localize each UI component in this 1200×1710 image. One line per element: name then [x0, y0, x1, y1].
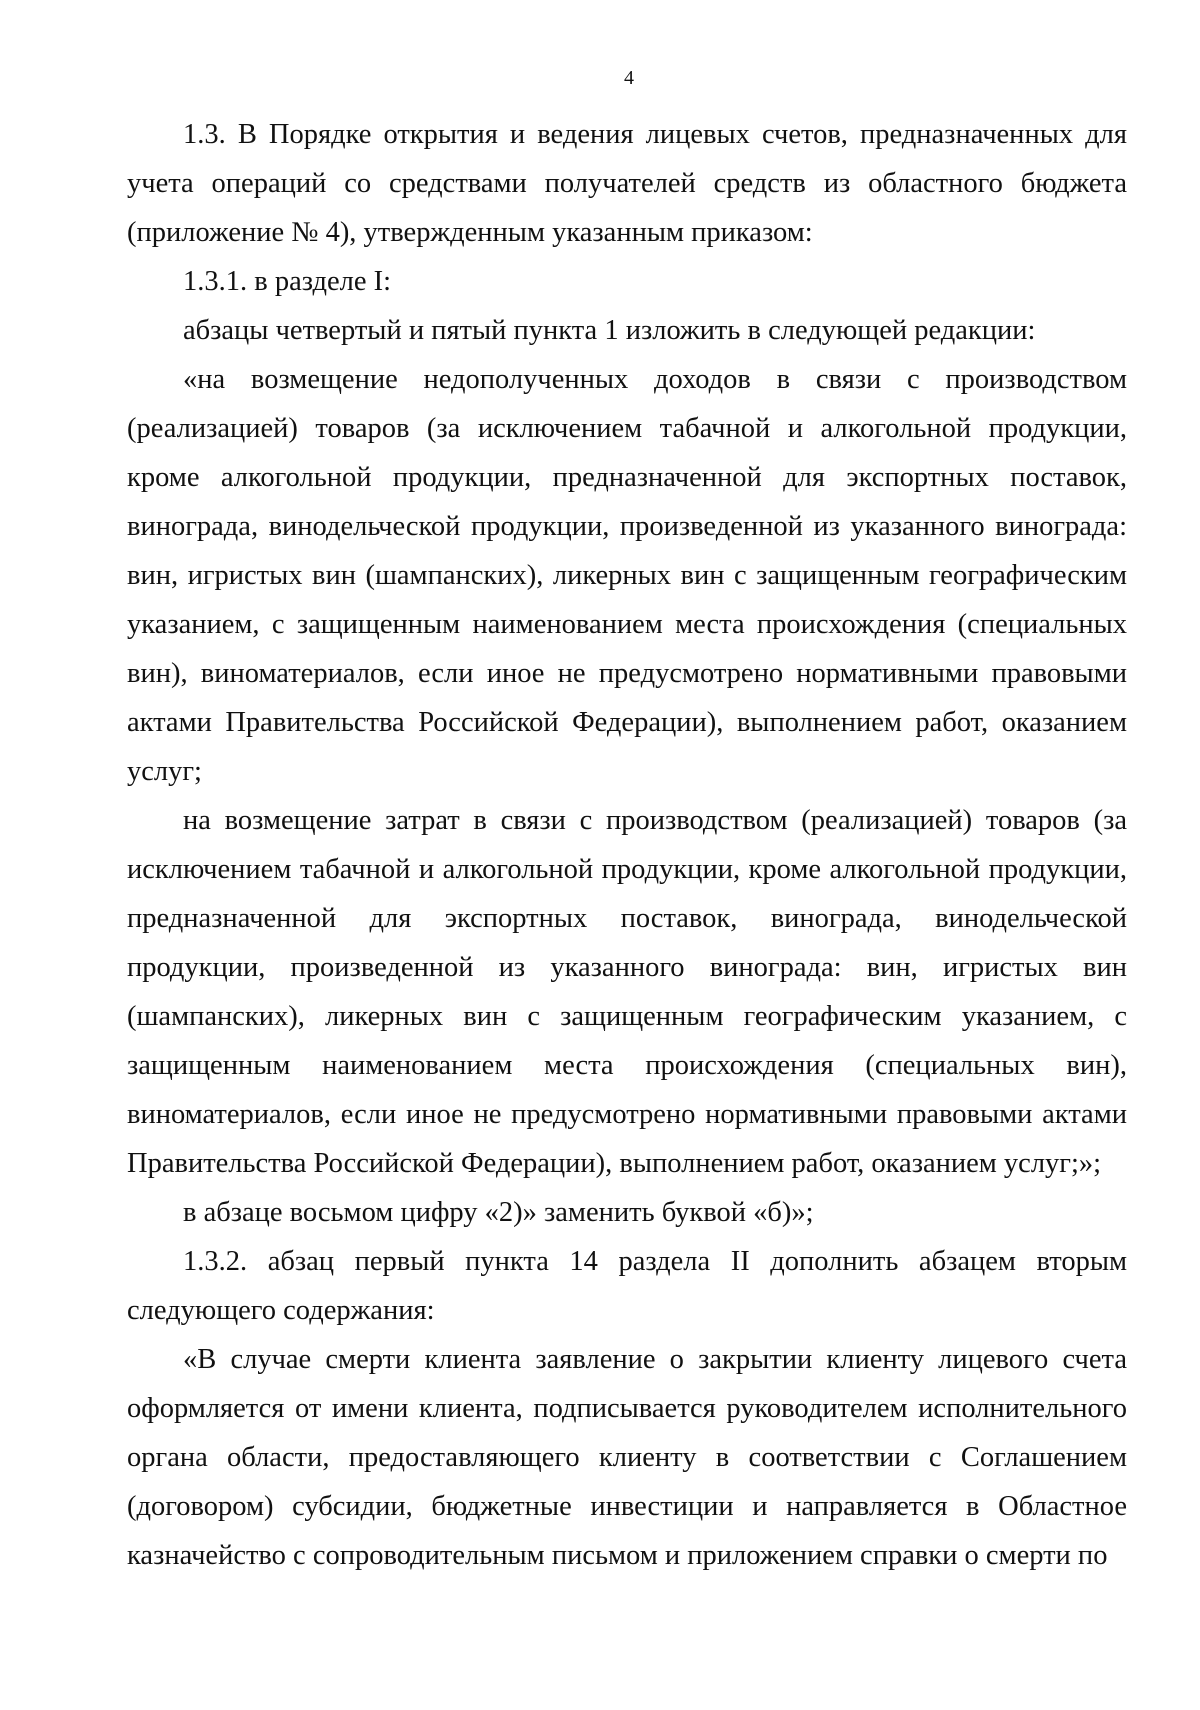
paragraph-1-3-1: 1.3.1. в разделе I:	[183, 266, 392, 297]
paragraph-quote-death: «В случае смерти клиента заявление о закрытии клиенту лицевого счета оформляется от имени клиента, подписывается руководителем исполнительного органа области, предоставляющего клиенту в соответствии с Соглашением (договором) субсидии, бюджетные инвестиции и направляется в Областное казначейство с сопроводительным письмом и приложением справки о смерти по	[127, 1344, 1127, 1571]
page-number: 4	[624, 67, 634, 89]
paragraph-quote-income: «на возмещение недополученных доходов в связи с производством (реализацией) товаров (за исключением табачной и алкогольной продукции, кроме алкогольной продукции, предназначенной для экспортных поставок, винограда, винодельческой продукции, произведенной из указанного винограда: вин, игристых вин (шампанских), ликерных вин с защищенным географическим указанием, с защищенным наименованием места происхождения (специальных вин), виноматериалов, если иное не предусмотрено нормативными правовыми актами Правительства Российской Федерации), выполнением работ, оказанием услуг;	[127, 364, 1127, 787]
paragraph-1-3: 1.3. В Порядке открытия и ведения лицевых счетов, предназначенных для учета операций со средствами получателей средств из областного бюджета (приложение № 4), утвержденным указанным приказом:	[127, 119, 1127, 248]
paragraph-amendment-intro: абзацы четвертый и пятый пункта 1 изложить в следующей редакции:	[183, 315, 1036, 346]
paragraph-eighth-abzac: в абзаце восьмом цифру «2)» заменить буквой «б)»;	[183, 1197, 814, 1228]
paragraph-1-3-2: 1.3.2. абзац первый пункта 14 раздела II дополнить абзацем вторым следующего содержания:	[127, 1246, 1127, 1326]
document-body	[127, 110, 1127, 1580]
paragraph-quote-costs: на возмещение затрат в связи с производством (реализацией) товаров (за исключением табачной и алкогольной продукции, кроме алкогольной продукции, предназначенной для экспортных поставок, винограда, винодельческой продукции, произведенной из указанного винограда: вин, игристых вин (шампанских), ликерных вин с защищенным географическим указанием, с защищенным наименованием места происхождения (специальных вин), виноматериалов, если иное не предусмотрено нормативными правовыми актами Правительства Российской Федерации), выполнением работ, оказанием услуг;»;	[127, 805, 1127, 1179]
